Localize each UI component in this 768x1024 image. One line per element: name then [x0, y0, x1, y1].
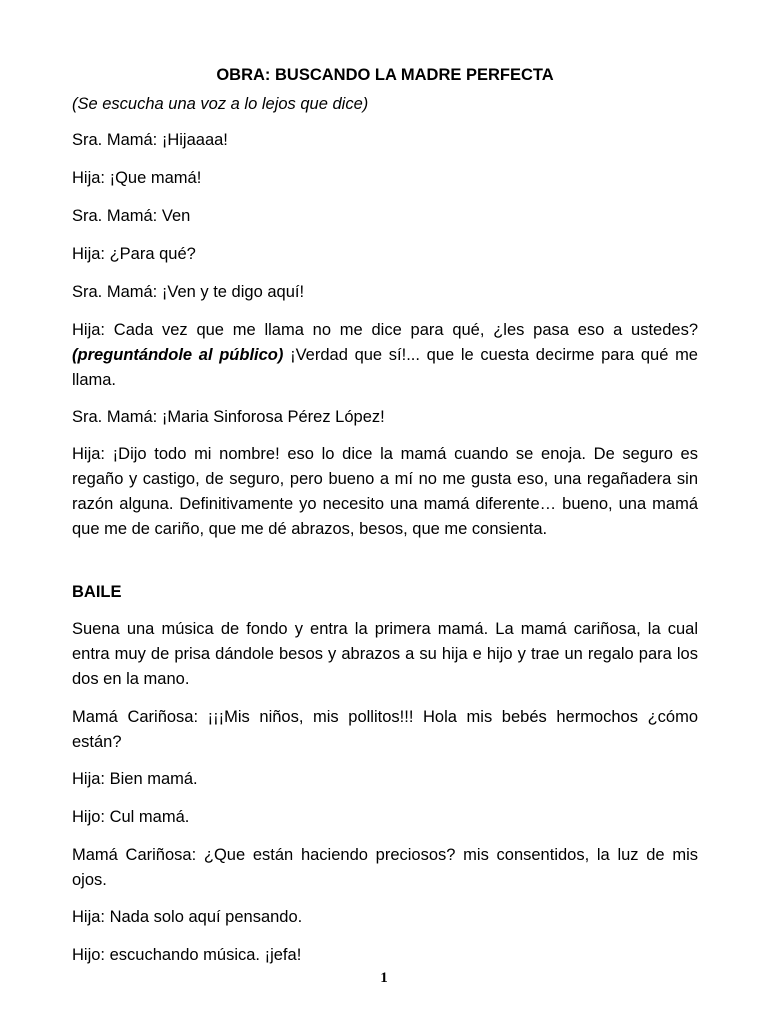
dialogue-line: Hija: Nada solo aquí pensando. [72, 908, 303, 926]
dialogue-text: ¡Verdad que sí!... que le cuesta decirme para qué me llama. [72, 346, 698, 389]
dialogue-line: Sra. Mamá: Ven [72, 207, 191, 225]
dialogue-paragraph: Mamá Cariñosa: ¡¡¡Mis niños, mis pollitos!!! Hola mis bebés hermochos ¿cómo están? [72, 708, 698, 751]
dialogue-paragraph [72, 318, 698, 393]
dialogue-line: Hija: ¡Que mamá! [72, 169, 202, 187]
stage-direction: (preguntándole al público) [72, 346, 284, 364]
page-number: 1 [380, 970, 388, 986]
dialogue-paragraph: Mamá Cariñosa: ¿Que están haciendo preciosos? mis consentidos, la luz de mis ojos. [72, 846, 698, 889]
dialogue-line: Hijo: Cul mamá. [72, 808, 190, 826]
dialogue-line: Hija: ¿Para qué? [72, 245, 196, 263]
section-heading: BAILE [72, 583, 122, 601]
dialogue-line: Sra. Mamá: ¡Ven y te digo aquí! [72, 283, 305, 301]
dialogue-line: Sra. Mamá: ¡Hijaaaa! [72, 131, 228, 149]
dialogue-line: Hija: Bien mamá. [72, 770, 198, 788]
play-title: OBRA: BUSCANDO LA MADRE PERFECTA [216, 66, 554, 84]
stage-direction-intro: (Se escucha una voz a lo lejos que dice) [72, 95, 369, 113]
dialogue-paragraph: Hija: ¡Dijo todo mi nombre! eso lo dice la mamá cuando se enoja. De seguro es regaño y castigo, de seguro, pero bueno a mí no me gusta eso, una regañadera sin razón alguna. Definitivamente yo necesito una mamá diferente… bueno, una mamá que me de cariño, que me dé abrazos, besos, que me consienta. [72, 445, 698, 538]
narration-paragraph: Suena una música de fondo y entra la primera mamá. La mamá cariñosa, la cual entra muy de prisa dándole besos y abrazos a su hija e hijo y trae un regalo para los dos en la mano. [72, 620, 698, 688]
dialogue-line: Sra. Mamá: ¡Maria Sinforosa Pérez López! [72, 408, 385, 426]
dialogue-line: Hijo: escuchando música. ¡jefa! [72, 946, 302, 964]
dialogue-text: Hija: Cada vez que me llama no me dice para qué, ¿les pasa eso a ustedes? [72, 321, 698, 339]
